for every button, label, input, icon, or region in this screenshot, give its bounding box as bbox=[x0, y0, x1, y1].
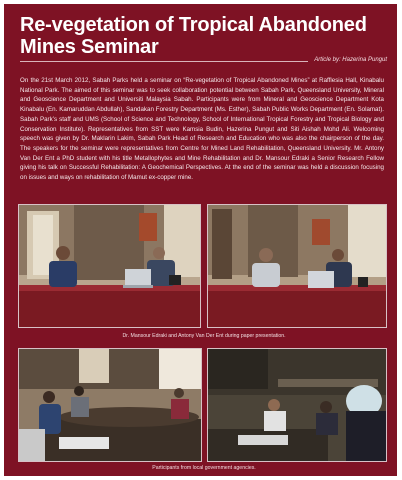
photo-participants-1 bbox=[18, 348, 202, 462]
title-line-1: Re-vegetation of Tropical Abandoned bbox=[20, 14, 367, 36]
article-title bbox=[20, 14, 390, 58]
title-divider bbox=[20, 61, 308, 62]
magazine-page bbox=[4, 4, 397, 476]
caption-participants: Participants from local government agencies. bbox=[152, 465, 256, 471]
photo-speaker-2 bbox=[207, 204, 387, 328]
article-body: On the 21st March 2012, Sabah Parks held a seminar on “Re-vegetation of Tropical Abandoned Mines” at Rafflesia Hall, Kinabalu National Park. The aimed of this seminar was to seek collaboration potential between Sabah Park, Queensland University, Mineral and Geoscience Department and Universiti Malaysia Sabah. Participants were from Mineral and Geoscience Department Kota Kinabalu (En. Kamaruddan Abdullah), Sandakan Forestry Department (Ms. Esther), Sabah Public Works Department (En. Solamat). Sabah Park’s staff and UMS (School of Science and Technology, School of International Tropical Forestry and Tropical Biology and Conservation Institute). Representatives from SST were Kamsia Budin, Hazerina Pungut and Siti Aishah Mohd Ali. Welcoming speech was given by Dr. Maklarin Lakim, Sabah Park Head of Research and Education who was also the chairperson of the day. The speakers for the seminar were representatives from Centre for Mined Land Rehabilitation, Queensland University. Mr. Antony Van Der Ent a PhD student with his title Metallophytes and Mine Rehabilitation and Dr. Mansour Edraki a Senior Research Fellow giving his talk on Successful Rehabilitation: A Geochemical Perspectives. At the end of the seminar was held a discussion focusing on issues and ways on rehabilitation of Mamut ex-copper mine. bbox=[20, 77, 384, 182]
caption-speakers: Dr. Mansour Edraki and Antony Van Der Ent during paper presentation. bbox=[122, 333, 286, 339]
photo-speaker-1 bbox=[18, 204, 201, 328]
photo-participants-2 bbox=[207, 348, 387, 462]
title-line-2: Mines Seminar bbox=[20, 36, 159, 58]
byline: Article by: Hazerina Pungut bbox=[314, 57, 387, 63]
